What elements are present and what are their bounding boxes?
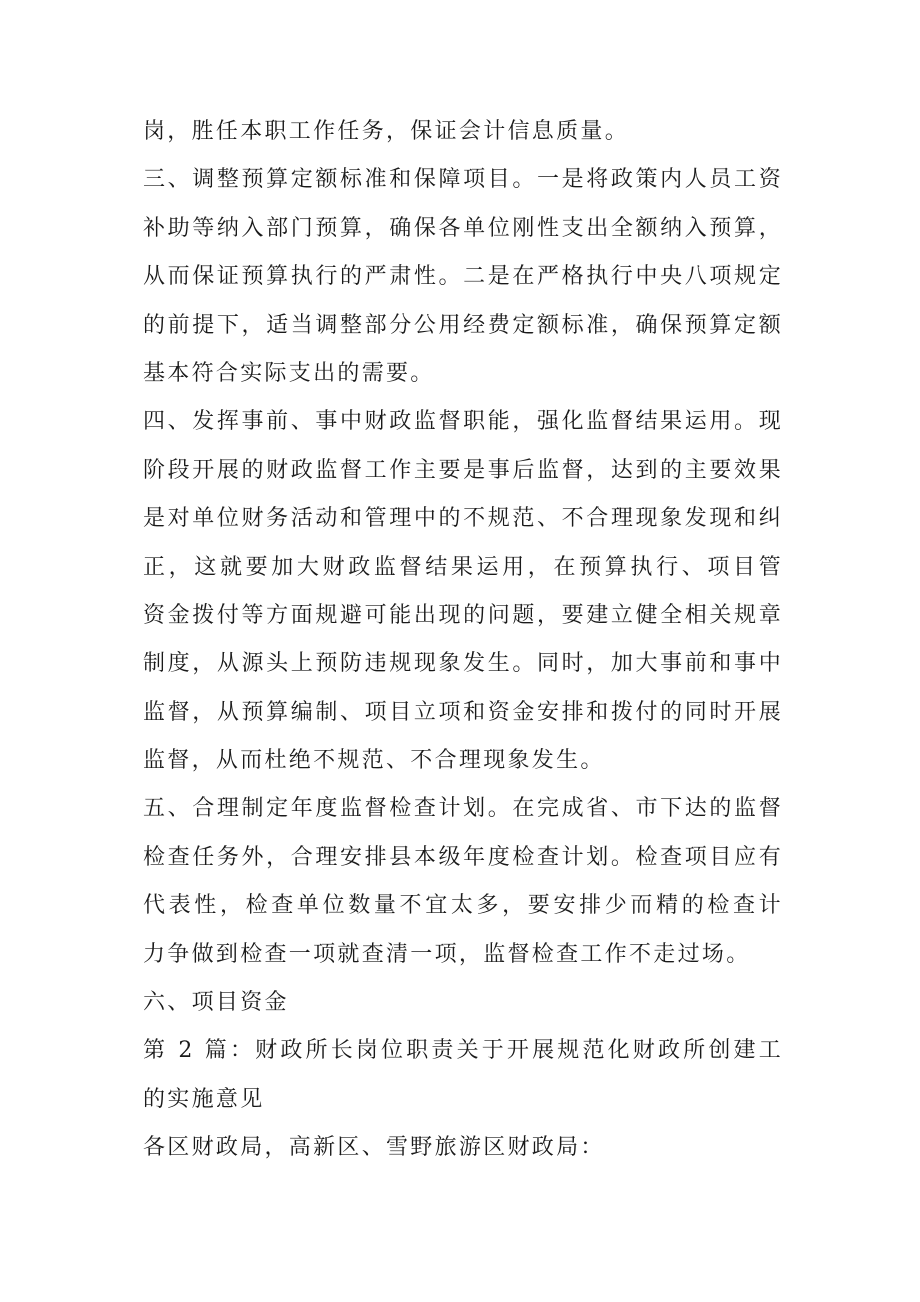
text-line: 补助等纳入部门预算，确保各单位刚性支出全额纳入预算，	[143, 215, 783, 241]
text-line: 四、发挥事前、事中财政监督职能，强化监督结果运用。现	[143, 409, 783, 435]
text-line: 力争做到检查一项就查清一项，监督检查工作不走过场。	[143, 941, 751, 967]
text-line: 基本符合实际支出的需要。	[143, 360, 435, 386]
article-title: 第 2 篇：财政所长岗位职责关于开展规范化财政所创建工	[143, 1038, 783, 1064]
section-heading: 六、项目资金	[143, 990, 289, 1016]
text-line: 岗，胜任本职工作任务，保证会计信息质量。	[143, 119, 630, 144]
text-line: 检查任务外，合理安排县本级年度检查计划。检查项目应有	[143, 844, 783, 870]
text-line: 从而保证预算执行的严肃性。二是在严格执行中央八项规定	[143, 264, 783, 290]
text-line: 是对单位财务活动和管理中的不规范、不合理现象发现和纠	[143, 506, 783, 532]
text-line: 正，这就要加大财政监督结果运用，在预算执行、项目管	[143, 554, 783, 580]
text-line: 制度，从源头上预防违规现象发生。同时，加大事前和事中	[143, 651, 783, 677]
text-line: 监督，从预算编制、项目立项和资金安排和拨付的同时开展	[143, 699, 783, 725]
text-line: 资金拨付等方面规避可能出现的问题，要建立健全相关规章	[143, 602, 783, 628]
article-title-continued: 的实施意见	[143, 1086, 265, 1112]
text-line: 代表性，检查单位数量不宜太多，要安排少而精的检查计	[143, 893, 783, 919]
text-line: 的前提下，适当调整部分公用经费定额标准，确保预算定额	[143, 312, 783, 338]
text-line: 监督，从而杜绝不规范、不合理现象发生。	[143, 748, 605, 774]
text-line: 三、调整预算定额标准和保障项目。一是将政策内人员工资	[143, 167, 783, 193]
text-line: 阶段开展的财政监督工作主要是事后监督，达到的主要效果	[143, 457, 783, 483]
salutation: 各区财政局，高新区、雪野旅游区财政局：	[143, 1135, 605, 1161]
document-body	[143, 108, 783, 1173]
text-line: 五、合理制定年度监督检查计划。在完成省、市下达的监督	[143, 796, 783, 822]
